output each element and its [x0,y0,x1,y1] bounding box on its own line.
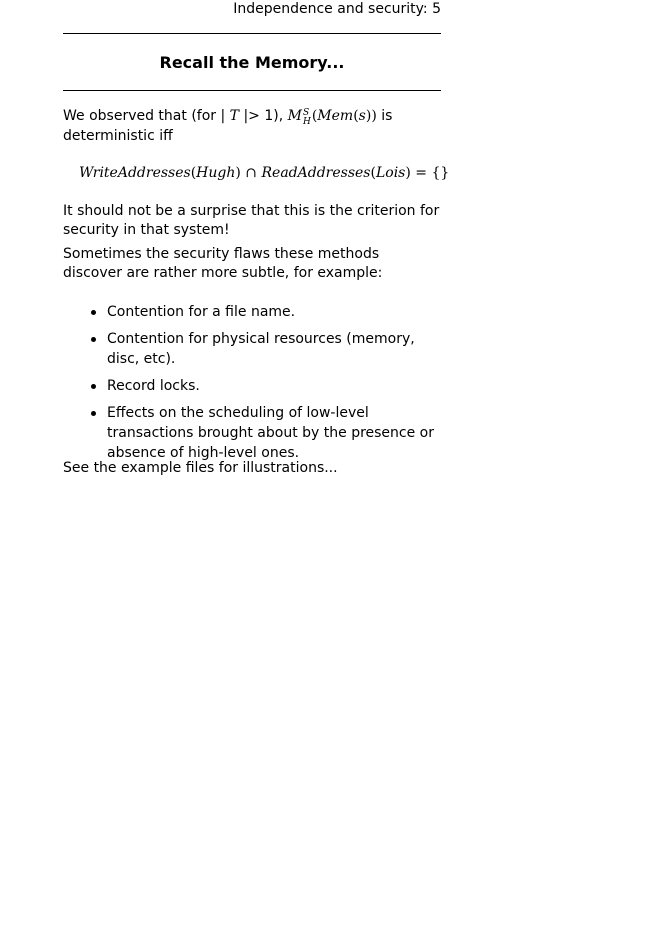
subscript-H: H [302,117,311,127]
subtle-flaws-paragraph: Sometimes the security flaws these methods discover are rather more subtle, for example: [63,246,383,281]
list-item [90,302,450,322]
title-rule-top [63,33,441,34]
intro-paragraph [63,107,441,146]
intro-text-after: is deterministic iff [63,108,393,144]
list-item [90,403,450,463]
eq-rhs-open: ( [370,165,376,181]
list-item-text: Contention for physical resources (memory, disc, etc). [107,331,415,367]
list-item-text: Contention for a file name. [107,304,296,320]
eq-rhs-function: ReadAddresses [261,165,371,181]
mem-arg-open: ( [353,108,359,124]
open-paren: ( [311,108,318,124]
bullet-icon [91,310,96,315]
slide-title: Recall the Memory... [159,53,345,72]
list-item-text: Effects on the scheduling of low-level transactions brought about by the presence or absence of high-level ones. [107,405,435,461]
close-parens: )) [365,108,377,124]
mem-arg: s [358,108,366,124]
cond-T: T [229,108,239,124]
list-item [90,329,450,369]
eq-lhs-function: WriteAddresses [79,165,191,181]
eq-lhs-open: ( [190,165,197,181]
bullet-icon [91,384,96,389]
criterion-paragraph: It should not be a surprise that this is the criterion for security in that system! [63,203,440,238]
list-item [90,376,450,396]
running-title: Independence and security: 5 [233,1,441,17]
title-rule-bottom [63,90,441,91]
bullet-icon [91,337,96,342]
cond-rest: |> 1), [239,108,288,124]
eq-lhs-arg: Hugh [196,165,236,181]
eq-equals-empty-set: = {} [410,165,450,181]
list-item-text: Record locks. [107,378,200,394]
eq-rhs-close: ) [405,165,411,181]
closing-paragraph: See the example files for illustrations... [63,460,338,476]
bullet-icon [91,411,96,416]
eq-lhs-close: ) [235,165,241,181]
sup-sub-script [303,109,311,127]
cond-bar: | [220,108,230,124]
display-equation [79,163,450,183]
eq-rhs-arg: Lois [375,165,406,181]
cal-M: M [287,108,302,124]
superscript-S: S [302,108,310,118]
flaw-examples-list [90,302,450,470]
eq-intersection-op: ∩ [240,165,262,181]
intro-text-before: We observed that (for [63,108,221,124]
mem-function: Mem [317,108,354,124]
